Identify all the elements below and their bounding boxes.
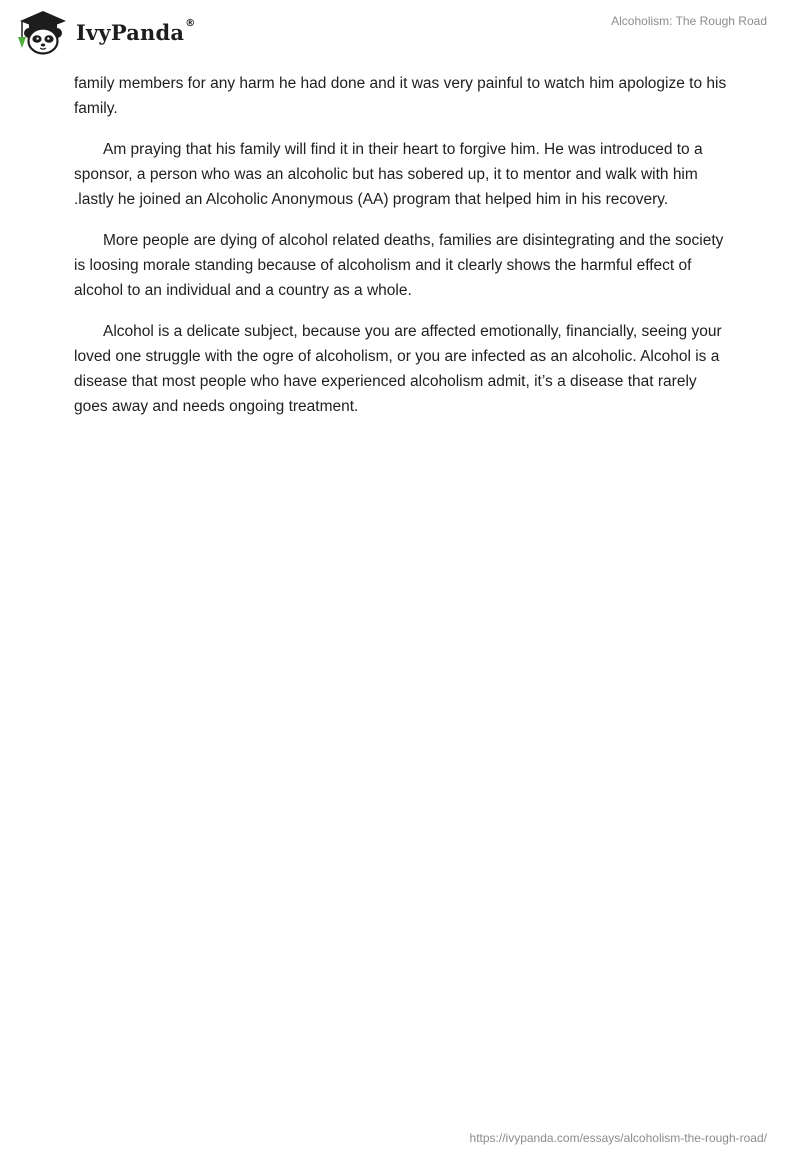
- ivypanda-logo[interactable]: [14, 8, 195, 56]
- page-header: [0, 0, 800, 64]
- paragraph: family members for any harm he had done and it was very painful to watch him apologize to his family.: [74, 75, 727, 117]
- paragraph: Am praying that his family will find it in their heart to forgive him. He was introduced to a sponsor, a person who was an alcoholic but has sobered up, it to mentor and walk with him .lastly he joined an Alcoholic Anonymous (AA) program that helped him in his recovery.: [74, 141, 703, 208]
- source-url[interactable]: https://ivypanda.com/essays/alcoholism-the-rough-road/: [469, 1131, 767, 1145]
- registered-mark: ®: [185, 17, 196, 29]
- brand-wordmark: [76, 17, 196, 45]
- paragraph: More people are dying of alcohol related deaths, families are disintegrating and the society is loosing morale standing because of alcoholism and it clearly shows the harmful effect of alcohol to an individual and a country as a whole.: [74, 232, 724, 299]
- document-title: Alcoholism: The Rough Road: [611, 14, 767, 28]
- paragraph: Alcohol is a delicate subject, because you are affected emotionally, financially, seeing your loved one struggle with the ogre of alcoholism, or you are infected as an alcoholic. Alcohol is a disease that most people who have experienced alcoholism admit, it’s a disease that rarely goes away and needs ongoing treatment.: [74, 323, 722, 415]
- brand-name: IvyPanda: [76, 19, 185, 45]
- panda-graduate-icon: [14, 8, 72, 56]
- essay-body: [74, 71, 730, 435]
